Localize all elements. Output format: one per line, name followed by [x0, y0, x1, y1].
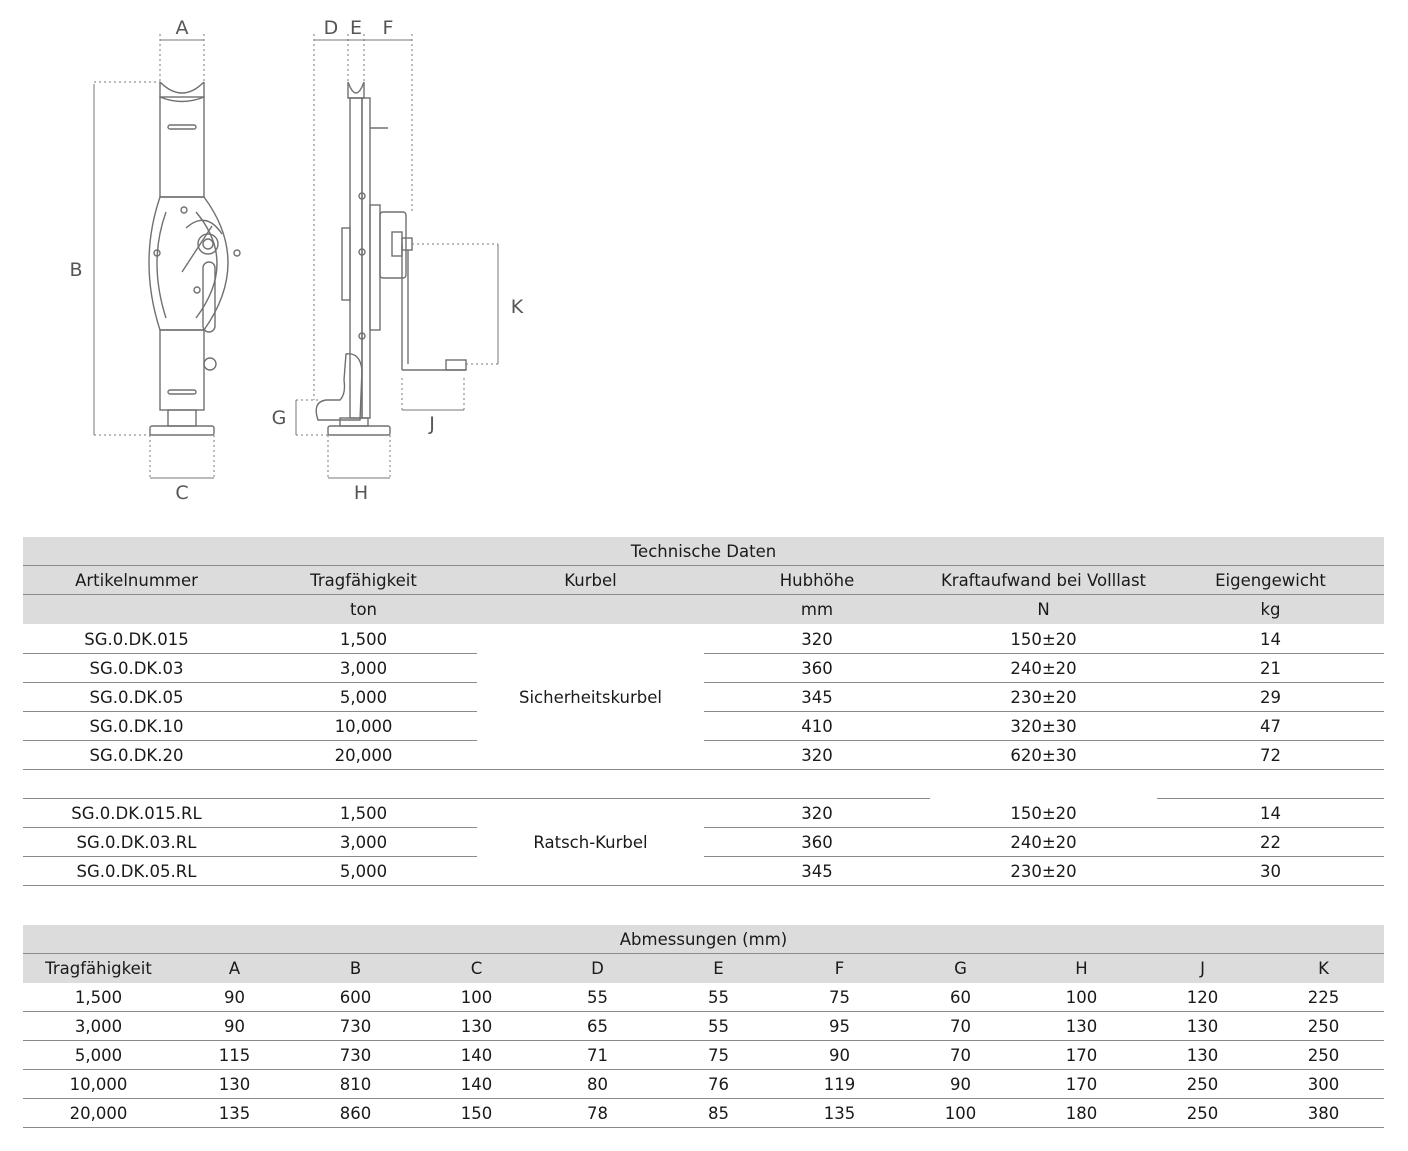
kraft-cell: 240±20 — [1010, 659, 1077, 678]
header-h: H — [1075, 959, 1088, 978]
dim-label-g: G — [271, 407, 287, 429]
gewicht-cell: 14 — [1260, 804, 1281, 823]
header-b: B — [349, 959, 362, 978]
table-row — [23, 712, 1384, 741]
gewicht-cell: 21 — [1260, 659, 1281, 678]
header-row — [23, 566, 1384, 595]
table-row — [23, 857, 1384, 886]
table-row — [23, 1041, 1384, 1070]
dim-label-b: B — [69, 259, 83, 281]
header-k: K — [1318, 959, 1329, 978]
a-cell: 130 — [218, 1075, 251, 1094]
header-j: J — [1200, 959, 1205, 978]
d-cell: 55 — [587, 988, 608, 1007]
header-e: E — [713, 959, 724, 978]
table-row — [23, 654, 1384, 683]
gewicht-cell: 14 — [1260, 630, 1281, 649]
k-cell: 225 — [1307, 988, 1340, 1007]
artikel-cell: SG.0.DK.05.RL — [76, 862, 197, 881]
header-f: F — [834, 959, 845, 978]
header-c: C — [470, 959, 483, 978]
table-row — [23, 1070, 1384, 1099]
dim-label-a: A — [175, 17, 189, 39]
c-cell: 140 — [460, 1046, 493, 1065]
header-row — [23, 954, 1384, 983]
kurbel-cell-sicherheitskurbel: Sicherheitskurbel — [519, 688, 662, 707]
unit-row — [23, 595, 1384, 624]
k-cell: 250 — [1307, 1046, 1340, 1065]
table-row — [23, 1099, 1384, 1128]
technical-data-table — [23, 537, 1384, 887]
jack-technical-drawing — [0, 0, 620, 510]
trag-cell: 3,000 — [74, 1017, 123, 1036]
g-cell: 70 — [950, 1017, 971, 1036]
header-a: A — [228, 959, 241, 978]
d-cell: 65 — [587, 1017, 608, 1036]
table-row — [23, 625, 1384, 654]
a-cell: 90 — [224, 1017, 245, 1036]
front-view — [149, 82, 240, 435]
h-cell: 170 — [1065, 1075, 1098, 1094]
unit-eigengewicht: kg — [1260, 600, 1281, 619]
f-cell: 75 — [829, 988, 850, 1007]
kraft-cell: 240±20 — [1010, 833, 1077, 852]
f-cell: 135 — [823, 1104, 856, 1123]
b-cell: 860 — [339, 1104, 372, 1123]
unit-kraftaufwand: N — [1037, 600, 1050, 619]
f-cell: 90 — [829, 1046, 850, 1065]
table-title: Abmessungen (mm) — [619, 930, 788, 949]
j-cell: 120 — [1186, 988, 1219, 1007]
header-d: D — [591, 959, 604, 978]
header-tragfaehigkeit: Tragfähigkeit — [310, 571, 417, 590]
dim-label-k: K — [510, 296, 524, 318]
gewicht-cell: 30 — [1260, 862, 1281, 881]
d-cell: 71 — [587, 1046, 608, 1065]
unit-tragfaehigkeit: ton — [349, 600, 378, 619]
trag-cell: 1,500 — [339, 804, 388, 823]
k-cell: 300 — [1307, 1075, 1340, 1094]
header-eigengewicht: Eigengewicht — [1215, 571, 1326, 590]
kraft-cell: 620±30 — [1010, 746, 1077, 765]
f-cell: 95 — [829, 1017, 850, 1036]
dim-label-c: C — [175, 482, 189, 504]
b-cell: 730 — [339, 1046, 372, 1065]
hub-cell: 320 — [801, 630, 833, 649]
d-cell: 80 — [587, 1075, 608, 1094]
hub-cell: 360 — [801, 659, 833, 678]
dim-label-j: J — [429, 413, 435, 435]
e-cell: 76 — [708, 1075, 729, 1094]
artikel-cell: SG.0.DK.10 — [89, 717, 184, 736]
g-cell: 60 — [950, 988, 971, 1007]
header-g: G — [954, 959, 967, 978]
j-cell: 250 — [1186, 1104, 1219, 1123]
gewicht-cell: 47 — [1260, 717, 1281, 736]
c-cell: 140 — [460, 1075, 493, 1094]
g-cell: 90 — [950, 1075, 971, 1094]
c-cell: 150 — [460, 1104, 493, 1123]
dim-label-f: F — [382, 17, 394, 39]
b-cell: 810 — [339, 1075, 372, 1094]
artikel-cell: SG.0.DK.20 — [89, 746, 184, 765]
a-cell: 115 — [218, 1046, 251, 1065]
h-cell: 100 — [1065, 988, 1098, 1007]
kraft-cell: 150±20 — [1010, 804, 1077, 823]
gewicht-cell: 22 — [1260, 833, 1281, 852]
table-row — [23, 799, 1384, 828]
kraft-cell: 230±20 — [1010, 862, 1077, 881]
d-cell: 78 — [587, 1104, 608, 1123]
table-row — [23, 741, 1384, 770]
a-cell: 90 — [224, 988, 245, 1007]
f-cell: 119 — [823, 1075, 856, 1094]
header-artikelnummer: Artikelnummer — [75, 571, 198, 590]
k-cell: 380 — [1307, 1104, 1340, 1123]
g-cell: 70 — [950, 1046, 971, 1065]
header-kraftaufwand: Kraftaufwand bei Volllast — [940, 571, 1147, 590]
gewicht-cell: 72 — [1260, 746, 1281, 765]
hub-cell: 320 — [801, 746, 833, 765]
trag-cell: 20,000 — [69, 1104, 128, 1123]
h-cell: 180 — [1065, 1104, 1098, 1123]
c-cell: 100 — [460, 988, 493, 1007]
trag-cell: 10,000 — [69, 1075, 128, 1094]
trag-cell: 1,500 — [74, 988, 123, 1007]
table-row — [23, 983, 1384, 1012]
a-cell: 135 — [218, 1104, 251, 1123]
artikel-cell: SG.0.DK.015.RL — [71, 804, 202, 823]
table-row — [23, 828, 1384, 857]
e-cell: 55 — [708, 1017, 729, 1036]
header-kurbel: Kurbel — [564, 571, 617, 590]
side-view — [316, 82, 466, 435]
hub-cell: 345 — [801, 688, 833, 707]
trag-cell: 20,000 — [334, 746, 393, 765]
kraft-cell: 150±20 — [1010, 630, 1077, 649]
c-cell: 130 — [460, 1017, 493, 1036]
g-cell: 100 — [944, 1104, 977, 1123]
e-cell: 55 — [708, 988, 729, 1007]
table-row — [23, 1012, 1384, 1041]
table-title-row — [23, 925, 1384, 954]
trag-cell: 1,500 — [339, 630, 388, 649]
artikel-cell: SG.0.DK.03.RL — [76, 833, 197, 852]
table-title: Technische Daten — [630, 542, 777, 561]
trag-cell: 10,000 — [334, 717, 393, 736]
unit-hubhoehe: mm — [800, 600, 834, 619]
header-tragfaehigkeit: Tragfähigkeit — [45, 959, 152, 978]
e-cell: 75 — [708, 1046, 729, 1065]
k-cell: 250 — [1307, 1017, 1340, 1036]
b-cell: 600 — [339, 988, 372, 1007]
j-cell: 130 — [1186, 1046, 1219, 1065]
hub-cell: 410 — [801, 717, 833, 736]
dim-label-h: H — [353, 482, 369, 504]
artikel-cell: SG.0.DK.05 — [89, 688, 184, 707]
table-row — [23, 683, 1384, 712]
trag-cell: 5,000 — [74, 1046, 123, 1065]
dim-label-e: E — [349, 17, 363, 39]
kraft-cell: 320±30 — [1010, 717, 1077, 736]
kurbel-cell-ratsch-kurbel: Ratsch-Kurbel — [533, 833, 648, 852]
table-title-row — [23, 537, 1384, 566]
hub-cell: 320 — [801, 804, 833, 823]
gewicht-cell: 29 — [1260, 688, 1281, 707]
hub-cell: 360 — [801, 833, 833, 852]
trag-cell: 3,000 — [339, 833, 388, 852]
trag-cell: 5,000 — [339, 862, 388, 881]
b-cell: 730 — [339, 1017, 372, 1036]
trag-cell: 5,000 — [339, 688, 388, 707]
artikel-cell: SG.0.DK.015 — [84, 630, 189, 649]
trag-cell: 3,000 — [339, 659, 388, 678]
kraft-cell: 230±20 — [1010, 688, 1077, 707]
j-cell: 130 — [1186, 1017, 1219, 1036]
header-hubhoehe: Hubhöhe — [779, 571, 855, 590]
e-cell: 85 — [708, 1104, 729, 1123]
dimensions-table — [23, 925, 1384, 1130]
dim-label-d: D — [323, 17, 339, 39]
j-cell: 250 — [1186, 1075, 1219, 1094]
hub-cell: 345 — [801, 862, 833, 881]
h-cell: 170 — [1065, 1046, 1098, 1065]
h-cell: 130 — [1065, 1017, 1098, 1036]
artikel-cell: SG.0.DK.03 — [89, 659, 184, 678]
